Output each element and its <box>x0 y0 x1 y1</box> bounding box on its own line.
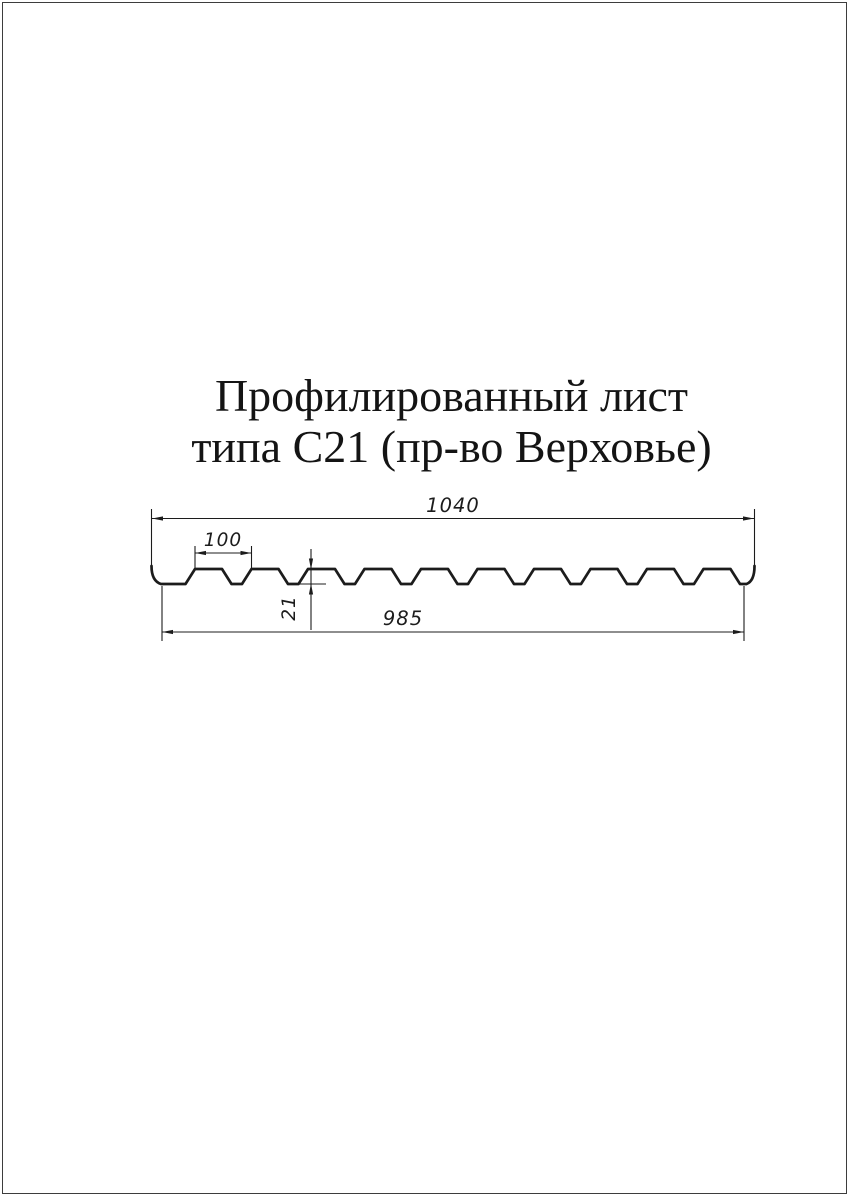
dimension-labels <box>204 494 480 630</box>
dim-rib-pitch-label: 100 <box>203 530 243 551</box>
dimension-arrow <box>152 516 163 520</box>
dimension-arrow <box>733 630 744 634</box>
drawing-strokes <box>152 509 755 641</box>
dimension-arrow <box>162 630 173 634</box>
dimension-arrow <box>241 551 252 555</box>
dimension-arrow <box>195 551 206 555</box>
dim-overall-width-label: 1040 <box>426 494 480 517</box>
title-line-2: типа С21 (пр-во Верховье) <box>191 421 712 472</box>
dimension-arrow <box>743 516 754 520</box>
dim-profile-height-label: 21 <box>279 595 300 621</box>
dim-useful-width-label: 985 <box>382 607 424 630</box>
dimension-arrow <box>309 584 313 595</box>
sheet-profile-outline <box>152 566 755 584</box>
title-line-1: Профилированный лист <box>214 370 689 421</box>
